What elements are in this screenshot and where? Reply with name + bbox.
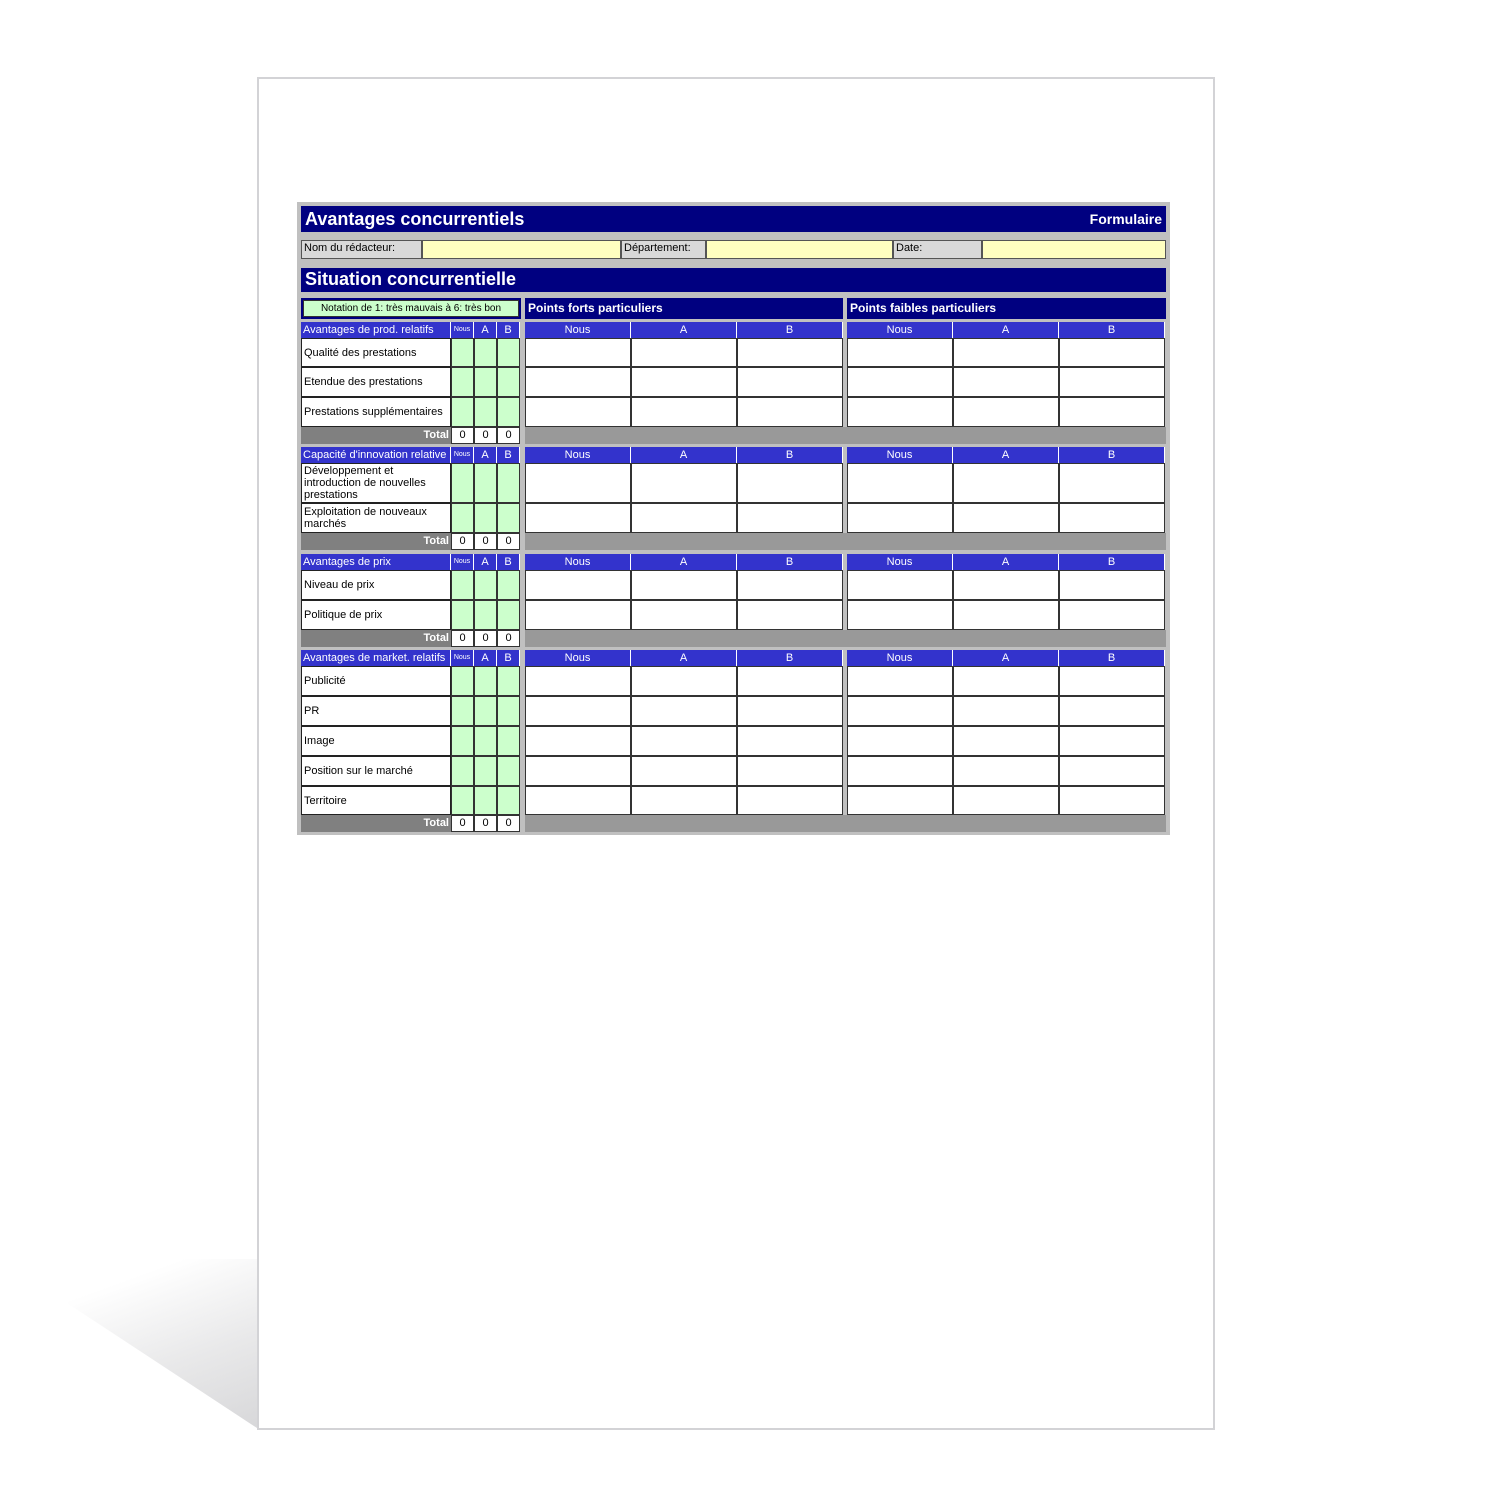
strength-input[interactable] [737,666,843,696]
score-input[interactable] [497,397,520,427]
weakness-input[interactable] [847,786,953,815]
strength-input[interactable] [631,600,737,630]
criterion-label: Prestations supplémentaires [301,397,451,427]
score-input[interactable] [497,600,520,630]
weakness-input[interactable] [953,338,1059,367]
weakness-input[interactable] [1059,666,1165,696]
score-input[interactable] [474,367,497,397]
section-title: Situation concurrentielle [305,269,517,289]
weakness-input[interactable] [953,503,1059,533]
strength-input[interactable] [525,726,631,756]
score-input[interactable] [474,570,497,600]
total-label: Total [301,533,451,550]
score-input[interactable] [451,503,474,533]
strength-col-header: A [631,650,737,666]
weakness-input[interactable] [847,756,953,786]
form-type: Formulaire [1089,211,1162,227]
weakness-input[interactable] [953,726,1059,756]
total-filler [525,427,1166,444]
weakness-input[interactable] [847,503,953,533]
total-value: 0 [497,427,520,444]
strength-col-header: Nous [525,322,631,338]
weakness-input[interactable] [953,570,1059,600]
strength-input[interactable] [631,367,737,397]
strength-input[interactable] [737,503,843,533]
weakness-input[interactable] [1059,338,1165,367]
weakness-input[interactable] [1059,600,1165,630]
strength-input[interactable] [631,463,737,503]
weakness-input[interactable] [847,338,953,367]
score-col-header: A [474,554,497,570]
weakness-input[interactable] [953,397,1059,427]
criterion-label: Exploitation de nouveaux marchés [301,503,451,533]
weakness-col-header: Nous [847,554,953,570]
strength-col-header: Nous [525,447,631,463]
total-value: 0 [497,630,520,647]
strength-col-header: Nous [525,554,631,570]
score-input[interactable] [451,338,474,367]
score-input[interactable] [474,756,497,786]
weakness-input[interactable] [847,600,953,630]
weakness-input[interactable] [953,463,1059,503]
strength-input[interactable] [525,666,631,696]
score-col-header: B [497,650,520,666]
weakness-col-header: A [953,650,1059,666]
criterion-label: Qualité des prestations [301,338,451,367]
score-input[interactable] [474,600,497,630]
score-input[interactable] [451,367,474,397]
score-input[interactable] [451,696,474,726]
criterion-label: PR [301,696,451,726]
strength-input[interactable] [631,786,737,815]
strengths-header: Points forts particuliers [525,298,843,319]
department-label: Département: [621,240,706,259]
score-col-header: Nous [451,554,474,570]
total-value: 0 [451,427,474,444]
weakness-input[interactable] [847,397,953,427]
score-col-header: B [497,322,520,338]
weakness-col-header: B [1059,322,1165,338]
score-input[interactable] [497,570,520,600]
strength-input[interactable] [631,696,737,726]
score-input[interactable] [451,570,474,600]
strength-input[interactable] [737,367,843,397]
score-col-header: A [474,447,497,463]
strength-input[interactable] [525,338,631,367]
strength-input[interactable] [737,338,843,367]
weakness-input[interactable] [847,666,953,696]
strength-input[interactable] [525,570,631,600]
score-col-header: B [497,447,520,463]
weakness-input[interactable] [953,367,1059,397]
criteria-block [301,447,1166,550]
score-input[interactable] [451,463,474,503]
strength-input[interactable] [737,696,843,726]
score-input[interactable] [474,338,497,367]
total-value: 0 [497,533,520,550]
strength-col-header: Nous [525,650,631,666]
weakness-col-header: B [1059,447,1165,463]
criterion-label: Position sur le marché [301,756,451,786]
info-row [301,240,1166,259]
weakness-col-header: Nous [847,322,953,338]
criterion-label: Publicité [301,666,451,696]
weakness-input[interactable] [953,696,1059,726]
score-input[interactable] [451,786,474,815]
total-value: 0 [497,815,520,832]
total-filler [525,815,1166,832]
strength-input[interactable] [631,726,737,756]
score-col-header: Nous [451,447,474,463]
total-label: Total [301,630,451,647]
weakness-col-header: A [953,322,1059,338]
criteria-block [301,554,1166,647]
weakness-col-header: Nous [847,650,953,666]
score-input[interactable] [474,666,497,696]
score-col-header: Nous [451,650,474,666]
score-input[interactable] [497,696,520,726]
strength-input[interactable] [631,666,737,696]
weakness-input[interactable] [1059,726,1165,756]
block-title: Avantages de market. relatifs [301,650,451,666]
weakness-col-header: A [953,447,1059,463]
form-sheet [297,202,1170,835]
total-value: 0 [474,533,497,550]
strength-input[interactable] [631,570,737,600]
weakness-input[interactable] [1059,367,1165,397]
weakness-input[interactable] [847,726,953,756]
weakness-col-header: B [1059,650,1165,666]
weaknesses-header: Points faibles particuliers [847,298,1166,319]
weakness-input[interactable] [1059,756,1165,786]
strength-col-header: B [737,650,843,666]
weakness-input[interactable] [1059,696,1165,726]
weakness-input[interactable] [1059,397,1165,427]
criterion-label: Image [301,726,451,756]
total-label: Total [301,427,451,444]
criterion-label: Etendue des prestations [301,367,451,397]
score-input[interactable] [497,503,520,533]
strength-col-header: B [737,447,843,463]
weakness-input[interactable] [1059,463,1165,503]
weakness-input[interactable] [847,696,953,726]
strength-input[interactable] [631,503,737,533]
strength-input[interactable] [525,696,631,726]
score-input[interactable] [451,756,474,786]
total-value: 0 [474,427,497,444]
rating-legend [301,298,521,319]
strength-input[interactable] [631,756,737,786]
total-value: 0 [474,630,497,647]
strength-input[interactable] [525,463,631,503]
score-col-header: A [474,650,497,666]
score-input[interactable] [451,397,474,427]
date-field[interactable] [982,240,1166,259]
score-input[interactable] [474,786,497,815]
score-input[interactable] [451,726,474,756]
author-field[interactable] [422,240,621,259]
total-filler [525,630,1166,647]
strength-input[interactable] [525,786,631,815]
weakness-col-header: B [1059,554,1165,570]
score-input[interactable] [474,463,497,503]
criteria-block [301,650,1166,832]
block-title: Capacité d'innovation relative [301,447,451,463]
weakness-input[interactable] [847,367,953,397]
criteria-block [301,322,1166,444]
score-input[interactable] [497,786,520,815]
weakness-input[interactable] [953,786,1059,815]
total-filler [525,533,1166,550]
score-input[interactable] [497,338,520,367]
form-title-bar [301,206,1166,232]
weakness-input[interactable] [1059,786,1165,815]
strength-col-header: B [737,554,843,570]
page-shadow [0,1240,260,1430]
strength-input[interactable] [525,503,631,533]
score-input[interactable] [497,463,520,503]
weakness-input[interactable] [1059,570,1165,600]
strength-input[interactable] [525,397,631,427]
score-input[interactable] [451,666,474,696]
score-input[interactable] [474,503,497,533]
strength-input[interactable] [737,570,843,600]
score-input[interactable] [497,756,520,786]
date-label: Date: [893,240,982,259]
strength-input[interactable] [525,600,631,630]
score-col-header: B [497,554,520,570]
weakness-input[interactable] [847,570,953,600]
score-input[interactable] [497,666,520,696]
weakness-input[interactable] [953,666,1059,696]
weakness-input[interactable] [847,463,953,503]
score-input[interactable] [474,726,497,756]
block-title: Avantages de prod. relatifs [301,322,451,338]
score-input[interactable] [451,600,474,630]
section-title-bar [301,268,1166,292]
strength-input[interactable] [737,786,843,815]
rating-legend-text: Notation de 1: très mauvais à 6: très bon [303,300,519,317]
score-input[interactable] [474,696,497,726]
strength-input[interactable] [737,756,843,786]
weakness-input[interactable] [1059,503,1165,533]
strength-col-header: A [631,447,737,463]
strength-input[interactable] [631,338,737,367]
score-col-header: Nous [451,322,474,338]
weakness-input[interactable] [953,600,1059,630]
total-value: 0 [474,815,497,832]
criterion-label: Territoire [301,786,451,815]
weakness-col-header: A [953,554,1059,570]
score-input[interactable] [474,397,497,427]
strength-col-header: B [737,322,843,338]
total-value: 0 [451,533,474,550]
total-label: Total [301,815,451,832]
strength-input[interactable] [631,397,737,427]
weakness-col-header: Nous [847,447,953,463]
weakness-input[interactable] [953,756,1059,786]
strength-input[interactable] [737,463,843,503]
score-input[interactable] [497,726,520,756]
total-value: 0 [451,630,474,647]
strength-input[interactable] [737,600,843,630]
strength-input[interactable] [525,756,631,786]
score-input[interactable] [497,367,520,397]
strength-col-header: A [631,322,737,338]
strength-input[interactable] [737,397,843,427]
strength-input[interactable] [737,726,843,756]
form-title: Avantages concurrentiels [305,209,525,229]
author-label: Nom du rédacteur: [301,240,422,259]
strength-input[interactable] [525,367,631,397]
score-col-header: A [474,322,497,338]
block-title: Avantages de prix [301,554,451,570]
criterion-label: Niveau de prix [301,570,451,600]
department-field[interactable] [706,240,893,259]
criterion-label: Développement et introduction de nouvelles prestations [301,463,451,503]
total-value: 0 [451,815,474,832]
strength-col-header: A [631,554,737,570]
criterion-label: Politique de prix [301,600,451,630]
